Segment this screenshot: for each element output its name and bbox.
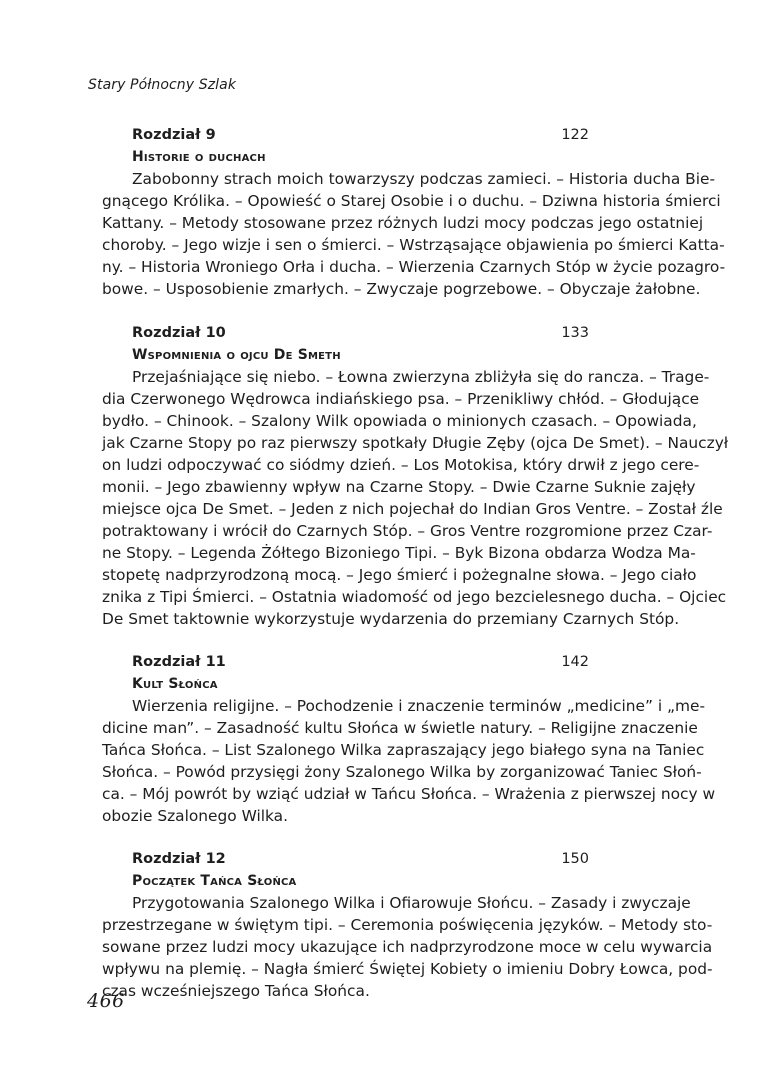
- chapter-summary: [102, 695, 716, 827]
- summary-line: jak Czarne Stopy po raz pierwszy spotkały Długie Zęby (ojca De Smet). – Nauczył: [102, 434, 729, 452]
- summary-line: sowane przez ludzi mocy ukazujące ich nadprzyrodzone moce w celu wywarcia: [102, 938, 713, 956]
- summary-line: choroby. – Jego wizje i sen o śmierci. – Wstrząsające objawienia po śmierci Katta-: [102, 236, 725, 254]
- summary-line: ne Stopy. – Legenda Żółtego Bizoniego Tipi. – Byk Bizona obdarza Wodza Ma-: [102, 544, 696, 562]
- summary-line: ny. – Historia Wroniego Orła i ducha. – Wierzenia Czarnych Stóp w życie pozagro-: [102, 258, 726, 276]
- summary-line: wpływu na plemię. – Nagła śmierć Świętej Kobiety o imieniu Dobry Łowca, pod-: [102, 960, 713, 978]
- summary-line: potraktowany i wrócił do Czarnych Stóp. – Gros Ventre rozgromione przez Czar-: [102, 522, 713, 540]
- chapter-title: Wspomnienia o ojcu De Smeth: [132, 347, 341, 363]
- chapter-entry: [102, 322, 729, 630]
- summary-line: gnącego Królika. – Opowieść o Starej Osobie i o duchu. – Dziwna historia śmierci: [102, 192, 721, 210]
- chapter-heading: [132, 651, 589, 673]
- chapter-heading: [132, 322, 589, 344]
- summary-line: dia Czerwonego Wędrowca indiańskiego psa. – Przenikliwy chłód. – Głodujące: [102, 390, 700, 408]
- page-number: 466: [87, 990, 125, 1012]
- summary-line: Zabobonny strach moich towarzyszy podczas zamieci. – Historia ducha Bie-: [132, 170, 716, 188]
- summary-line: De Smet taktownie wykorzystuje wydarzenia do przemiany Czarnych Stóp.: [102, 610, 680, 628]
- chapter-page-number: 150: [561, 851, 589, 867]
- summary-line: Tańca Słońca. – List Szalonego Wilka zapraszający jego białego syna na Taniec: [102, 741, 705, 759]
- chapter-summary: [102, 892, 713, 1002]
- chapter-title: Początek Tańca Słońca: [132, 873, 297, 889]
- chapter-page-number: 133: [561, 325, 589, 341]
- chapter-heading: [132, 124, 589, 146]
- summary-line: on ludzi odpoczywać co siódmy dzień. – Los Motokisa, który drwił z jego cere-: [102, 456, 700, 474]
- summary-line: miejsce ojca De Smet. – Jeden z nich pojechał do Indian Gros Ventre. – Został źle: [102, 500, 723, 518]
- summary-line: bydło. – Chinook. – Szalony Wilk opowiada o minionych czasach. – Opowiada,: [102, 412, 697, 430]
- summary-line: bowe. – Usposobienie zmarłych. – Zwyczaje pogrzebowe. – Obyczaje żałobne.: [102, 280, 701, 298]
- summary-line: przestrzegane w świętym tipi. – Ceremonia poświęcenia języków. – Metody sto-: [102, 916, 713, 934]
- summary-line: Przejaśniające się niebo. – Łowna zwierzyna zbliżyła się do rancza. – Trage-: [132, 368, 710, 386]
- summary-line: Przygotowania Szalonego Wilka i Ofiarowuje Słońcu. – Zasady i zwyczaje: [132, 894, 691, 912]
- chapter-page-number: 142: [561, 654, 589, 670]
- summary-line: znika z Tipi Śmierci. – Ostatnia wiadomość od jego bezcielesnego ducha. – Ojciec: [102, 588, 727, 606]
- chapter-entry: [102, 651, 716, 827]
- chapter-entry: [102, 124, 726, 300]
- chapter-number: Rozdział 12: [132, 851, 226, 867]
- summary-line: stopetę nadprzyrodzoną mocą. – Jego śmierć i pożegnalne słowa. – Jego ciało: [102, 566, 697, 584]
- chapter-summary: [102, 168, 726, 300]
- chapter-heading: [132, 848, 589, 870]
- summary-line: Wierzenia religijne. – Pochodzenie i znaczenie terminów „medicine” i „me-: [132, 697, 706, 715]
- chapter-page-number: 122: [561, 127, 589, 143]
- running-head: Stary Północny Szlak: [88, 77, 237, 93]
- chapter-entry: [102, 848, 713, 1002]
- summary-line: Kattany. – Metody stosowane przez różnych ludzi mocy podczas jego ostatniej: [102, 214, 704, 232]
- summary-line: obozie Szalonego Wilka.: [102, 807, 288, 825]
- summary-line: monii. – Jego zbawienny wpływ na Czarne Stopy. – Dwie Czarne Suknie zajęły: [102, 478, 696, 496]
- chapter-number: Rozdział 11: [132, 654, 226, 670]
- chapter-number: Rozdział 10: [132, 325, 226, 341]
- chapter-summary: [102, 366, 729, 630]
- chapter-number: Rozdział 9: [132, 127, 216, 143]
- summary-line: ca. – Mój powrót by wziąć udział w Tańcu Słońca. – Wrażenia z pierwszej nocy w: [102, 785, 716, 803]
- chapter-title: Historie o duchach: [132, 149, 266, 165]
- summary-line: dicine man”. – Zasadność kultu Słońca w świetle natury. – Religijne znaczenie: [102, 719, 698, 737]
- summary-line: czas wcześniejszego Tańca Słońca.: [102, 982, 370, 1000]
- summary-line: Słońca. – Powód przysięgi żony Szalonego Wilka by zorganizować Taniec Słoń-: [102, 763, 702, 781]
- chapter-title: Kult Słońca: [132, 676, 218, 692]
